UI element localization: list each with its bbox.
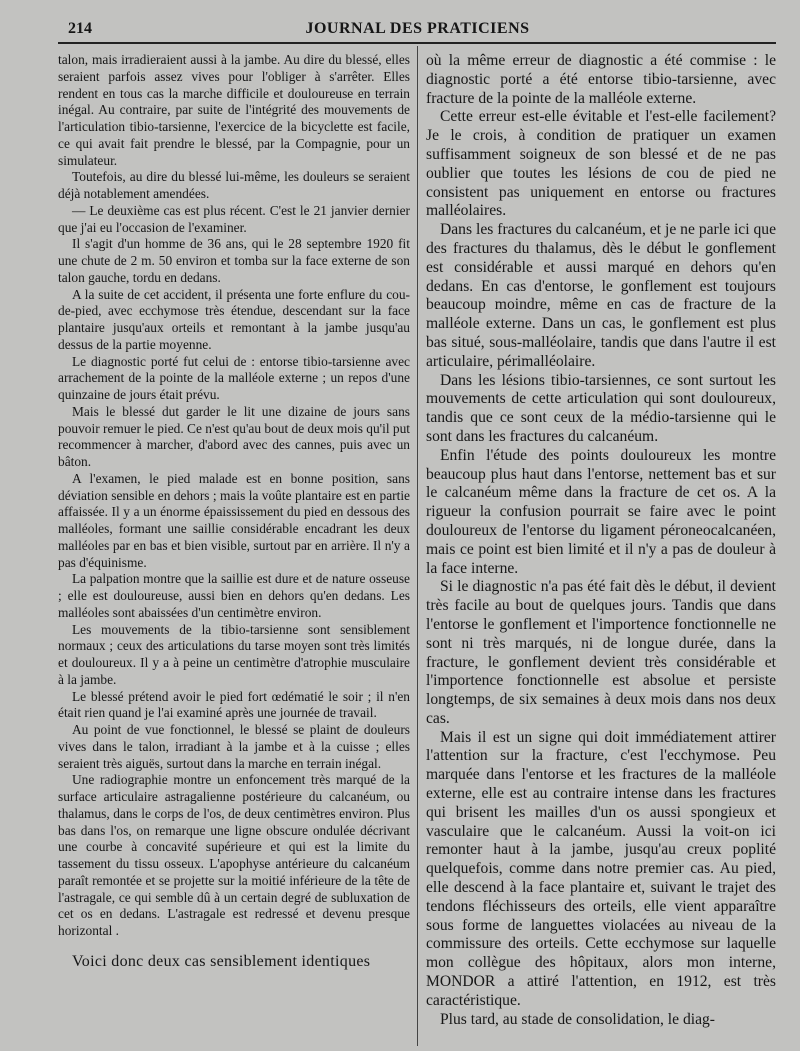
page-header (60, 18, 775, 44)
paragraph: Les mouvements de la tibio-tarsienne sont sensiblement normaux ; ceux des articulations du tarse moyen sont très limités et douloureux. Il y a à peine un centimètre d'atrophie musculaire à la jambe. (58, 621, 410, 687)
paragraph: Dans les lésions tibio-tarsiennes, ce sont surtout les mouvements de cette articulation qui sont douloureux, tandis que ce sont ceux de la médio-tarsienne qui le sont dans les fractures du calcanéum. (426, 371, 776, 445)
page-number: 214 (68, 20, 92, 37)
paragraph: Dans les fractures du calcanéum, et je ne parle ici que des fractures du thalamus, dès le début le gonflement est considérable et aussi marqué en dehors qu'en dedans. En cas d'entorse, le gonflement est toujours beaucoup moindre, même en cas de fracture de la malléole externe. Dans un cas, le gonflement est plus bas situé, sous-malléolaire, tandis que dans l'autre il est articulaire, périmalléolaire. (426, 221, 776, 370)
paragraph: Plus tard, au stade de consolidation, le diag- (440, 1010, 715, 1028)
paragraph: Si le diagnostic n'a pas été fait dès le début, il devient très facile au bout de quelques jours. Tandis que dans l'entorse le gonflement et l'importence fonctionnelle ne sont ni très marqués, ni de longue durée, dans la fracture, le gonflement devient très considérable et l'importence fonctionnelle est absolue et persiste longtemps, de six semaines à deux mois dans nos deux cas. (426, 578, 776, 727)
column-divider (417, 46, 418, 1046)
paragraph: Mais le blessé dut garder le lit une dizaine de jours sans pouvoir remuer le pied. Ce n'est qu'au bout de deux mois qu'il put recommencer à marcher, d'abord avec des cannes, puis avec un bâton. (58, 403, 410, 469)
journal-title: JOURNAL DES PRATICIENS (305, 20, 530, 37)
paragraph: où la même erreur de diagnostic a été commise : le diagnostic porté a été entorse tibio-tarsienne, avec fracture de la pointe de la malléole externe. (426, 52, 776, 107)
paragraph: — Le deuxième cas est plus récent. C'est le 21 janvier dernier que j'ai eu l'occasion de l'examiner. (58, 202, 410, 235)
paragraph: Le blessé prétend avoir le pied fort œdématié le soir ; il n'en était rien quand je l'ai examiné après une journée de travail. (58, 688, 410, 721)
closing-line: Voici donc deux cas sensiblement identiques (72, 952, 371, 970)
header-rule (58, 42, 776, 44)
paragraph: Cette erreur est-elle évitable et l'est-elle facilement? Je le crois, à condition de pratiquer un examen suffisamment soigneux de son blessé et de ne pas oublier que toutes les lésions de cou de pied ne consistent pas uniquement en entorse ou fractures malléolaires. (426, 108, 776, 220)
paragraph: A la suite de cet accident, il présenta une forte enflure du cou-de-pied, avec ecchymose très étendue, descendant sur la face plantaire jusqu'aux orteils et remontant à la jambe jusqu'au dessus de la partie moyenne. (58, 286, 410, 352)
paragraph: talon, mais irradieraient aussi à la jambe. Au dire du blessé, elles seraient parfois assez vives pour l'obliger à s'arrêter. Elles rendent en tous cas la marche difficile et douloureuse en terrain inégal. Au contraire, par suite de l'intégrité des mouvements de l'articulation tibio-tarsienne, l'exercice de la bicyclette est facile, ce qui avait fait prendre le blessé, par la Compagnie, pour un simulateur. (58, 52, 410, 168)
left-column (58, 52, 410, 972)
paragraph: Il s'agit d'un homme de 36 ans, qui le 28 septembre 1920 fit une chute de 2 m. 50 environ et tomba sur la face externe de son talon gauche, tordu en dedans. (58, 236, 410, 285)
paragraph: Enfin l'étude des points douloureux les montre beaucoup plus haut dans l'entorse, nettement bas et sur le calcanéum même dans la fracture de cet os. A la rigueur la confusion pourrait se faire avec le point douloureux de l'entorse du ligament péroneocalcanéen, mais ce point est bien limité et il n'y a pas de douleur à la face interne. (426, 446, 776, 577)
paragraph: Une radiographie montre un enfoncement très marqué de la surface articulaire astragalienne postérieure du calcanéum, ou thalamus, dans le corps de l'os, de deux centimètres environ. Plus bas dans l'os, on remarque une ligne obscure ondulée décrivant une courbe à concavité supérieure et qui est la limite du tassement du tissu osseux. L'apophyse antérieure du calcanéum paraît remontée et se projette sur la moitié inférieure de la tête de l'astragale, ce qui semble dû à un certain degré de subluxation de cet os en dedans. L'astragale est redressé et devenu presque horizontal . (58, 772, 410, 938)
paragraph: Mais il est un signe qui doit immédiatement attirer l'attention sur la fracture, c'est l'ecchymose. Peu marquée dans l'entorse et les fractures de la malléole externe, elle est au contraire intense dans les fractures qui brisent les mailles d'un os aussi spongieux et vasculaire que le calcanéum. Aussi la voit-on ici remonter haut à la jambe, jusqu'au creux poplité quelquefois, comme dans notre premier cas. Au pied, elle descend à la face plantaire et, suivant le trajet des tendons fléchisseurs des orteils, elle vient apparaître sous forme de languettes violacées au niveau de la commissure des orteils. Cette ecchymose sur laquelle mon collègue des hôpitaux, alors mon interne, MONDOR a attiré l'attention, en 1912, est très caractéristique. (426, 728, 776, 1009)
paragraph: Toutefois, au dire du blessé lui-même, les douleurs se seraient déjà notablement amendées. (58, 169, 410, 201)
paragraph: Le diagnostic porté fut celui de : entorse tibio-tarsienne avec arrachement de la pointe de la malléole externe ; un repos d'une quinzaine de jours était prévu. (58, 353, 410, 402)
right-column (426, 52, 776, 1029)
paragraph: Au point de vue fonctionnel, le blessé se plaint de douleurs vives dans le talon, irradiant à la jambe et à la cuisse ; elles seraient très aiguës, surtout dans la marche en terrain inégal. (58, 722, 410, 771)
paragraph: A l'examen, le pied malade est en bonne position, sans déviation sensible en dehors ; mais la voûte plantaire est en partie affaissée. Il y a un énorme épaississement du pied en dessous des malléoles, formant une saillie considérable encadrant les deux malléoles par en bas et bien visible, surtout par en arrière. Il n'y a pas d'équinisme. (58, 470, 410, 570)
paragraph: La palpation montre que la saillie est dure et de nature osseuse ; elle est douloureuse, aussi bien en dehors qu'en dedans. Les malléoles sont abaissées d'un centimètre environ. (58, 571, 410, 620)
